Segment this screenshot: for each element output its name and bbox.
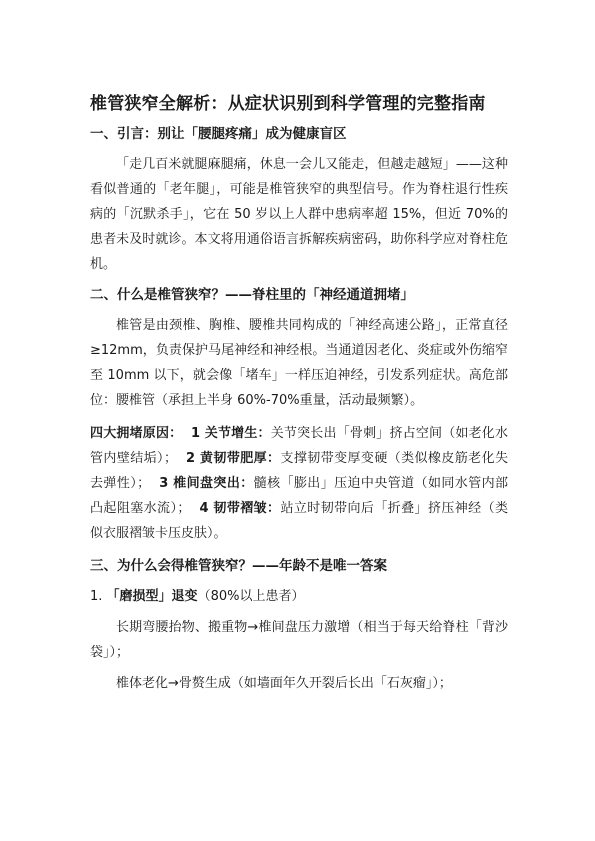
section-3-heading: 三、为什么会得椎管狭窄？——年龄不是唯一答案 — [90, 558, 387, 574]
document-content — [90, 92, 508, 696]
subsection-1-item-1: 长期弯腰抬物、搬重物→椎间盘压力激增（相当于每天给脊柱「背沙袋」）； — [90, 620, 508, 660]
cause-4-text: 站立时韧带向后「折叠」挤压神经（类似衣服褶皱卡压皮肤）。 — [90, 501, 508, 541]
section-1-heading: 一、引言：别让「腰腿疼痛」成为健康盲区 — [90, 126, 347, 142]
causes-paragraph — [90, 421, 508, 546]
subsection-1-item-2: 椎体老化→骨赘生成（如墙面年久开裂后长出「石灰瘤」）； — [116, 676, 452, 691]
subsection-1-note: （80%以上患者） — [197, 589, 305, 604]
cause-1-text: 关节突长出「骨刺」挤占空间（如老化水管内壁结垢）； — [90, 426, 508, 466]
section-2-paragraph: 椎管是由颈椎、胸椎、腰椎共同构成的「神经高速公路」，正常直径≥12mm，负责保护马尾神经和神经根。当通道因老化、炎症或外伤缩窄至 10mm 以下，就会像「堵车」一样压迫神经，引发系列症状。高危部位：腰椎管（承担上半身 60%-70%重量，活动最频繁）。 — [90, 318, 508, 408]
cause-3-text: 髓核「膨出」压迫中央管道（如同水管内部凸起阻塞水流）； — [90, 476, 509, 516]
cause-2-label: 2 黄韧带肥厚： — [186, 451, 281, 466]
cause-4-label: 4 韧带褶皱： — [199, 501, 281, 516]
subsection-1-label: 「磨损型」退变 — [106, 589, 198, 604]
section-2-heading: 二、什么是椎管狭窄？——脊柱里的「神经通道拥堵」 — [90, 287, 414, 303]
cause-2-text: 支撑韧带变厚变硬（类似橡皮筋老化失去弹性）； — [90, 451, 509, 491]
cause-1-label: 1 关节增生： — [191, 426, 271, 441]
section-1-paragraph: 「走几百米就腿麻腿痛，休息一会儿又能走，但越走越短」——这种看似普通的「老年腿」，可能是椎管狭窄的典型信号。作为脊柱退行性疾病的「沉默杀手」，它在 50 岁以上人群中患病率超 15%，但近 70%的患者未及时就诊。本文将用通俗语言拆解疾病密码，助你科学应对脊柱危机。 — [90, 157, 508, 272]
subsection-1-heading — [90, 584, 508, 609]
document-title: 椎管狭窄全解析：从症状识别到科学管理的完整指南 — [90, 94, 486, 114]
subsection-1-number: 1. — [90, 589, 107, 604]
cause-3-label: 3 椎间盘突出： — [159, 476, 254, 491]
causes-label: 四大拥堵原因： — [90, 426, 183, 441]
